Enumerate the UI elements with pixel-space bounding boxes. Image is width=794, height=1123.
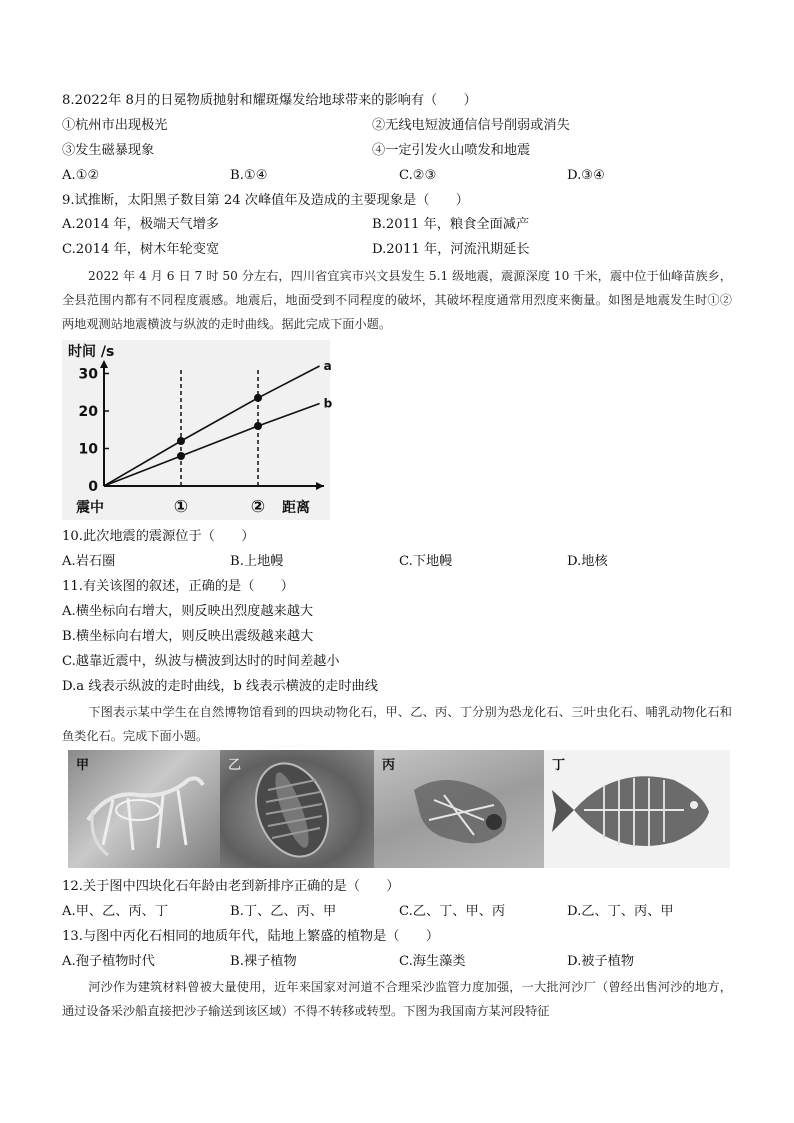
- origin-label: 震中: [76, 500, 104, 516]
- series-b-line: [104, 404, 320, 487]
- y-axis-label: 时间 /s: [68, 344, 115, 360]
- q12-option-d[interactable]: D.乙、丁、丙、甲: [567, 904, 674, 919]
- series-a-point-station-1: [177, 437, 185, 445]
- dinosaur-fossil-icon: [68, 750, 220, 868]
- x-axis-arrow: [316, 482, 324, 490]
- fossil-ding-photo: [544, 750, 730, 868]
- trilobite-fossil-icon: [220, 750, 374, 868]
- q8-options: [62, 167, 742, 185]
- q9-options-row2: [62, 241, 742, 259]
- q12-option-b[interactable]: B.丁、乙、丙、甲: [230, 904, 337, 919]
- q8-statement-1: ①杭州市出现极光: [62, 118, 168, 133]
- q8-statements-row1: [62, 117, 742, 135]
- y-axis-arrow: [100, 360, 108, 368]
- q9-option-d[interactable]: D.2011 年，河流汛期延长: [372, 242, 530, 257]
- q11-stem: 11.有关该图的叙述，正确的是（ ）: [62, 579, 294, 594]
- q10-stem: 10.此次地震的震源位于（ ）: [62, 529, 255, 544]
- q8-option-d[interactable]: D.③④: [567, 168, 605, 183]
- q8-statement-4: ④一定引发火山喷发和地震: [372, 143, 531, 158]
- q8-statements-row2: [62, 142, 742, 160]
- passage-fossils: [62, 700, 732, 748]
- q10-options: [62, 553, 742, 571]
- q13-option-d[interactable]: D.被子植物: [567, 954, 635, 969]
- q13-option-c[interactable]: C.海生藻类: [399, 954, 466, 969]
- q10-option-b[interactable]: B.上地幔: [230, 554, 284, 569]
- fish-fossil-icon: [544, 750, 730, 868]
- q13-option-a[interactable]: A.孢子植物时代: [62, 954, 155, 969]
- q12-options: [62, 903, 742, 921]
- fossil-bing-photo: [374, 750, 544, 868]
- series-a-line: [104, 366, 320, 486]
- q8-option-b[interactable]: B.①④: [230, 168, 268, 183]
- series-b-label: b: [323, 396, 333, 411]
- q13-stem: 13.与图中丙化石相同的地质年代，陆地上繁盛的植物是（ ）: [62, 929, 440, 944]
- series-a-label: a: [323, 359, 332, 373]
- q9-options-row1: [62, 216, 742, 234]
- fossil-jia-label: 甲: [76, 758, 90, 773]
- y-tick-label-10: 10: [78, 441, 98, 458]
- q11-option-d[interactable]: D.a 线表示纵波的走时曲线，b 线表示横波的走时曲线: [62, 679, 378, 694]
- y-tick-label-20: 20: [78, 404, 98, 420]
- travel-time-chart-svg: [62, 340, 333, 520]
- q10-option-c[interactable]: C.下地幔: [399, 554, 453, 569]
- q8-statement-2: ②无线电短波通信信号削弱或消失: [372, 118, 570, 133]
- q9-option-b[interactable]: B.2011 年，粮食全面减产: [372, 217, 530, 232]
- passage-river-sand: [62, 975, 732, 1023]
- q11-option-b[interactable]: B.横坐标向右增大，则反映出震级越来越大: [62, 629, 314, 644]
- q11-option-c[interactable]: C.越靠近震中，纵波与横波到达时的时间差越小: [62, 654, 340, 669]
- q8-option-a[interactable]: A.①②: [62, 168, 100, 183]
- q8-option-c[interactable]: C.②③: [399, 168, 437, 183]
- series-a-point-station-2: [254, 394, 262, 402]
- q13-option-b[interactable]: B.裸子植物: [230, 954, 297, 969]
- passage-river-sand-text: 河沙作为建筑材料曾被大量使用，近年来国家对河道不合理采沙监管力度加强，一大批河沙厂（曾经出售河沙的地方，通过设备采沙船直接把沙子输送到该区域）不得不转移或转型。下图为我国南方某河段特征: [62, 980, 732, 1018]
- fossil-bing-label: 丙: [382, 758, 396, 773]
- y-tick-label-0: 0: [88, 479, 98, 495]
- fossil-jia-photo: [68, 750, 220, 868]
- q12-stem: 12.关于图中四块化石年龄由老到新排序正确的是（ ）: [62, 879, 400, 894]
- series-b-point-station-1: [177, 452, 185, 460]
- q9-stem: 9.试推断，太阳黑子数目第 24 次峰值年及造成的主要现象是（ ）: [62, 193, 469, 208]
- fossil-photos: [68, 750, 730, 868]
- q13-options: [62, 953, 742, 971]
- fossil-ding-label: 丁: [552, 758, 566, 773]
- travel-time-chart: [62, 340, 333, 520]
- mammal-fossil-icon: [374, 750, 544, 868]
- q8-statement-3: ③发生磁暴现象: [62, 143, 155, 158]
- x-tick-label-station-1: ①: [173, 497, 189, 517]
- q9-option-a[interactable]: A.2014 年，极端天气增多: [62, 217, 219, 232]
- passage-fossils-text: 下图表示某中学生在自然博物馆看到的四块动物化石，甲、乙、丙、丁分别为恐龙化石、三叶虫化石、哺乳动物化石和鱼类化石。完成下面小题。: [62, 705, 732, 743]
- x-tick-label-station-2: ②: [250, 497, 266, 517]
- q9-option-c[interactable]: C.2014 年，树木年轮变宽: [62, 242, 220, 257]
- q8-stem: 8.2022年 8月的日冕物质抛射和耀斑爆发给地球带来的影响有（ ）: [62, 93, 477, 108]
- q10-option-d[interactable]: D.地核: [567, 554, 608, 569]
- fossil-yi-photo: [220, 750, 374, 868]
- fossil-yi-label: 乙: [228, 758, 242, 773]
- q12-option-a[interactable]: A.甲、乙、丙、丁: [62, 904, 169, 919]
- passage-earthquake-text: 2022 年 4 月 6 日 7 时 50 分左右，四川省宜宾市兴文县发生 5.1 级地震，震源深度 10 千米，震中位于仙峰苗族乡，全县范围内都有不同程度震感。地震后，地面受到不同程度的破坏，其破坏程度通常用烈度来衡量。如图是地震发生时①②两地观测站地震横波与纵波的走时曲线。据此完成下面小题。: [62, 269, 732, 331]
- q11-option-a[interactable]: A.横坐标向右增大，则反映出烈度越来越大: [62, 604, 314, 619]
- q10-option-a[interactable]: A.岩石圈: [62, 554, 116, 569]
- q12-option-c[interactable]: C.乙、丁、甲、丙: [399, 904, 506, 919]
- x-axis-label: 距离: [282, 500, 310, 516]
- passage-earthquake: [62, 264, 732, 336]
- series-b-point-station-2: [254, 422, 262, 430]
- y-tick-label-30: 30: [78, 366, 98, 383]
